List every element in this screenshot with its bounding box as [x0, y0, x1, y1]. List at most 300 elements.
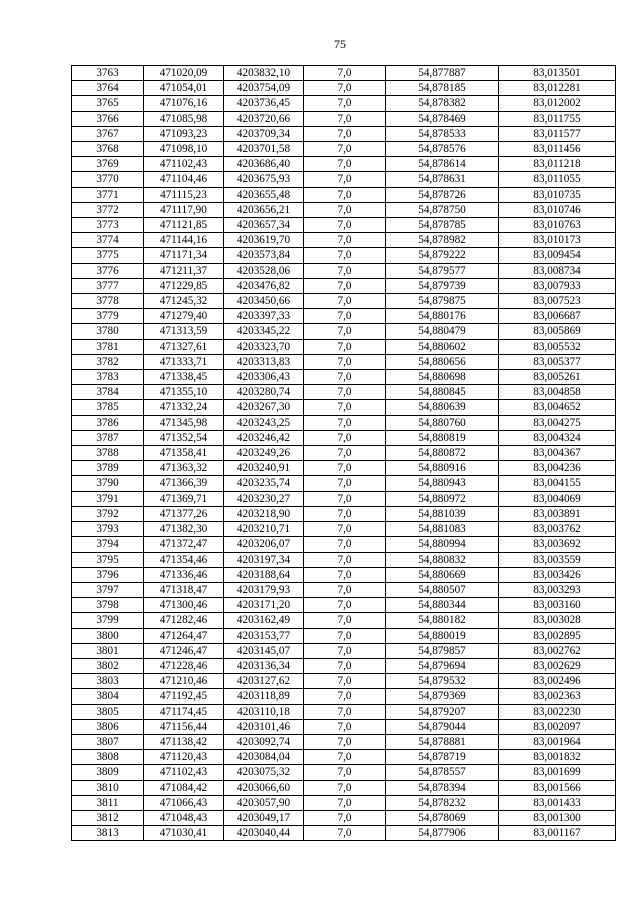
table-row [72, 674, 616, 689]
x-coordinate-cell: 471076,16 [144, 96, 224, 111]
longitude-cell: 83,001566 [499, 780, 616, 795]
y-coordinate-cell: 4203619,70 [224, 233, 304, 248]
x-coordinate-cell: 471352,54 [144, 430, 224, 445]
x-coordinate-cell: 471363,32 [144, 461, 224, 476]
x-coordinate-cell: 471104,46 [144, 172, 224, 187]
x-coordinate-cell: 471066,43 [144, 795, 224, 810]
x-coordinate-cell: 471211,37 [144, 263, 224, 278]
value-cell: 7,0 [304, 506, 386, 521]
point-number-cell: 3808 [72, 750, 144, 765]
x-coordinate-cell: 471174,45 [144, 704, 224, 719]
table-row [72, 506, 616, 521]
table-row [72, 734, 616, 749]
latitude-cell: 54,878982 [386, 233, 499, 248]
longitude-cell: 83,011055 [499, 172, 616, 187]
x-coordinate-cell: 471377,26 [144, 506, 224, 521]
latitude-cell: 54,880344 [386, 598, 499, 613]
x-coordinate-cell: 471102,43 [144, 765, 224, 780]
x-coordinate-cell: 471171,34 [144, 248, 224, 263]
table-row [72, 537, 616, 552]
value-cell: 7,0 [304, 750, 386, 765]
table-row [72, 324, 616, 339]
table-row [72, 202, 616, 217]
x-coordinate-cell: 471229,85 [144, 278, 224, 293]
value-cell: 7,0 [304, 385, 386, 400]
point-number-cell: 3768 [72, 142, 144, 157]
table-row [72, 658, 616, 673]
x-coordinate-cell: 471366,39 [144, 476, 224, 491]
latitude-cell: 54,879857 [386, 643, 499, 658]
point-number-cell: 3780 [72, 324, 144, 339]
latitude-cell: 54,880760 [386, 415, 499, 430]
y-coordinate-cell: 4203323,70 [224, 339, 304, 354]
x-coordinate-cell: 471355,10 [144, 385, 224, 400]
table-row [72, 96, 616, 111]
value-cell: 7,0 [304, 780, 386, 795]
longitude-cell: 83,001167 [499, 826, 616, 841]
longitude-cell: 83,001699 [499, 765, 616, 780]
longitude-cell: 83,002629 [499, 658, 616, 673]
latitude-cell: 54,879044 [386, 719, 499, 734]
y-coordinate-cell: 4203057,90 [224, 795, 304, 810]
longitude-cell: 83,001964 [499, 734, 616, 749]
table-row [72, 415, 616, 430]
latitude-cell: 54,880182 [386, 613, 499, 628]
point-number-cell: 3766 [72, 111, 144, 126]
longitude-cell: 83,007523 [499, 294, 616, 309]
latitude-cell: 54,879369 [386, 689, 499, 704]
value-cell: 7,0 [304, 765, 386, 780]
point-number-cell: 3777 [72, 278, 144, 293]
point-number-cell: 3801 [72, 643, 144, 658]
point-number-cell: 3767 [72, 126, 144, 141]
table-row [72, 430, 616, 445]
x-coordinate-cell: 471117,90 [144, 202, 224, 217]
table-row [72, 66, 616, 81]
longitude-cell: 83,001433 [499, 795, 616, 810]
table-row [72, 446, 616, 461]
y-coordinate-cell: 4203110,18 [224, 704, 304, 719]
longitude-cell: 83,006687 [499, 309, 616, 324]
x-coordinate-cell: 471333,71 [144, 354, 224, 369]
y-coordinate-cell: 4203075,32 [224, 765, 304, 780]
value-cell: 7,0 [304, 491, 386, 506]
latitude-cell: 54,878557 [386, 765, 499, 780]
value-cell: 7,0 [304, 415, 386, 430]
value-cell: 7,0 [304, 598, 386, 613]
latitude-cell: 54,878533 [386, 126, 499, 141]
table-row [72, 476, 616, 491]
table-row [72, 263, 616, 278]
y-coordinate-cell: 4203136,34 [224, 658, 304, 673]
y-coordinate-cell: 4203267,30 [224, 400, 304, 415]
longitude-cell: 83,004652 [499, 400, 616, 415]
y-coordinate-cell: 4203573,84 [224, 248, 304, 263]
latitude-cell: 54,880639 [386, 400, 499, 415]
value-cell: 7,0 [304, 810, 386, 825]
point-number-cell: 3775 [72, 248, 144, 263]
table-row [72, 385, 616, 400]
longitude-cell: 83,003891 [499, 506, 616, 521]
x-coordinate-cell: 471246,47 [144, 643, 224, 658]
x-coordinate-cell: 471332,24 [144, 400, 224, 415]
value-cell: 7,0 [304, 202, 386, 217]
value-cell: 7,0 [304, 567, 386, 582]
longitude-cell: 83,003762 [499, 522, 616, 537]
latitude-cell: 54,880845 [386, 385, 499, 400]
value-cell: 7,0 [304, 826, 386, 841]
point-number-cell: 3783 [72, 370, 144, 385]
point-number-cell: 3778 [72, 294, 144, 309]
x-coordinate-cell: 471327,61 [144, 339, 224, 354]
table-row [72, 552, 616, 567]
y-coordinate-cell: 4203528,06 [224, 263, 304, 278]
value-cell: 7,0 [304, 263, 386, 278]
point-number-cell: 3776 [72, 263, 144, 278]
point-number-cell: 3763 [72, 66, 144, 81]
value-cell: 7,0 [304, 704, 386, 719]
value-cell: 7,0 [304, 172, 386, 187]
y-coordinate-cell: 4203243,25 [224, 415, 304, 430]
latitude-cell: 54,880872 [386, 446, 499, 461]
longitude-cell: 83,013501 [499, 66, 616, 81]
latitude-cell: 54,878382 [386, 96, 499, 111]
longitude-cell: 83,010746 [499, 202, 616, 217]
table-row [72, 218, 616, 233]
point-number-cell: 3773 [72, 218, 144, 233]
y-coordinate-cell: 4203206,07 [224, 537, 304, 552]
point-number-cell: 3806 [72, 719, 144, 734]
point-number-cell: 3795 [72, 552, 144, 567]
value-cell: 7,0 [304, 294, 386, 309]
point-number-cell: 3774 [72, 233, 144, 248]
longitude-cell: 83,009454 [499, 248, 616, 263]
table-row [72, 810, 616, 825]
point-number-cell: 3796 [72, 567, 144, 582]
x-coordinate-cell: 471228,46 [144, 658, 224, 673]
point-number-cell: 3786 [72, 415, 144, 430]
table-row [72, 81, 616, 96]
value-cell: 7,0 [304, 400, 386, 415]
value-cell: 7,0 [304, 370, 386, 385]
value-cell: 7,0 [304, 278, 386, 293]
point-number-cell: 3779 [72, 309, 144, 324]
y-coordinate-cell: 4203153,77 [224, 628, 304, 643]
latitude-cell: 54,880994 [386, 537, 499, 552]
longitude-cell: 83,011755 [499, 111, 616, 126]
table-row [72, 750, 616, 765]
x-coordinate-cell: 471120,43 [144, 750, 224, 765]
point-number-cell: 3813 [72, 826, 144, 841]
value-cell: 7,0 [304, 643, 386, 658]
longitude-cell: 83,004069 [499, 491, 616, 506]
point-number-cell: 3784 [72, 385, 144, 400]
latitude-cell: 54,879532 [386, 674, 499, 689]
table-row [72, 400, 616, 415]
latitude-cell: 54,878785 [386, 218, 499, 233]
latitude-cell: 54,880916 [386, 461, 499, 476]
longitude-cell: 83,005261 [499, 370, 616, 385]
longitude-cell: 83,012281 [499, 81, 616, 96]
value-cell: 7,0 [304, 522, 386, 537]
x-coordinate-cell: 471369,71 [144, 491, 224, 506]
y-coordinate-cell: 4203188,64 [224, 567, 304, 582]
value-cell: 7,0 [304, 689, 386, 704]
y-coordinate-cell: 4203313,83 [224, 354, 304, 369]
value-cell: 7,0 [304, 552, 386, 567]
coordinates-table-body [72, 66, 616, 841]
longitude-cell: 83,004367 [499, 446, 616, 461]
table-row [72, 142, 616, 157]
point-number-cell: 3804 [72, 689, 144, 704]
point-number-cell: 3800 [72, 628, 144, 643]
point-number-cell: 3769 [72, 157, 144, 172]
longitude-cell: 83,002895 [499, 628, 616, 643]
table-row [72, 826, 616, 841]
longitude-cell: 83,010735 [499, 187, 616, 202]
value-cell: 7,0 [304, 582, 386, 597]
y-coordinate-cell: 4203210,71 [224, 522, 304, 537]
table-row [72, 278, 616, 293]
y-coordinate-cell: 4203709,34 [224, 126, 304, 141]
y-coordinate-cell: 4203686,40 [224, 157, 304, 172]
value-cell: 7,0 [304, 324, 386, 339]
x-coordinate-cell: 471336,46 [144, 567, 224, 582]
point-number-cell: 3770 [72, 172, 144, 187]
x-coordinate-cell: 471093,23 [144, 126, 224, 141]
longitude-cell: 83,003692 [499, 537, 616, 552]
latitude-cell: 54,880656 [386, 354, 499, 369]
latitude-cell: 54,878469 [386, 111, 499, 126]
y-coordinate-cell: 4203066,60 [224, 780, 304, 795]
x-coordinate-cell: 471358,41 [144, 446, 224, 461]
point-number-cell: 3794 [72, 537, 144, 552]
latitude-cell: 54,879739 [386, 278, 499, 293]
latitude-cell: 54,877906 [386, 826, 499, 841]
value-cell: 7,0 [304, 446, 386, 461]
x-coordinate-cell: 471192,45 [144, 689, 224, 704]
longitude-cell: 83,002097 [499, 719, 616, 734]
value-cell: 7,0 [304, 126, 386, 141]
latitude-cell: 54,878750 [386, 202, 499, 217]
x-coordinate-cell: 471282,46 [144, 613, 224, 628]
value-cell: 7,0 [304, 187, 386, 202]
x-coordinate-cell: 471318,47 [144, 582, 224, 597]
table-row [72, 719, 616, 734]
y-coordinate-cell: 4203754,09 [224, 81, 304, 96]
x-coordinate-cell: 471354,46 [144, 552, 224, 567]
latitude-cell: 54,880819 [386, 430, 499, 445]
x-coordinate-cell: 471345,98 [144, 415, 224, 430]
latitude-cell: 54,878881 [386, 734, 499, 749]
longitude-cell: 83,002363 [499, 689, 616, 704]
y-coordinate-cell: 4203040,44 [224, 826, 304, 841]
table-row [72, 795, 616, 810]
x-coordinate-cell: 471138,42 [144, 734, 224, 749]
value-cell: 7,0 [304, 430, 386, 445]
latitude-cell: 54,879875 [386, 294, 499, 309]
x-coordinate-cell: 471144,16 [144, 233, 224, 248]
longitude-cell: 83,004155 [499, 476, 616, 491]
point-number-cell: 3787 [72, 430, 144, 445]
point-number-cell: 3807 [72, 734, 144, 749]
latitude-cell: 54,880176 [386, 309, 499, 324]
table-row [72, 339, 616, 354]
latitude-cell: 54,880972 [386, 491, 499, 506]
x-coordinate-cell: 471279,40 [144, 309, 224, 324]
value-cell: 7,0 [304, 233, 386, 248]
y-coordinate-cell: 4203249,26 [224, 446, 304, 461]
value-cell: 7,0 [304, 795, 386, 810]
table-row [72, 111, 616, 126]
longitude-cell: 83,003160 [499, 598, 616, 613]
y-coordinate-cell: 4203230,27 [224, 491, 304, 506]
latitude-cell: 54,880832 [386, 552, 499, 567]
longitude-cell: 83,011218 [499, 157, 616, 172]
x-coordinate-cell: 471313,59 [144, 324, 224, 339]
y-coordinate-cell: 4203832,10 [224, 66, 304, 81]
y-coordinate-cell: 4203084,04 [224, 750, 304, 765]
latitude-cell: 54,879577 [386, 263, 499, 278]
point-number-cell: 3799 [72, 613, 144, 628]
latitude-cell: 54,880698 [386, 370, 499, 385]
longitude-cell: 83,001832 [499, 750, 616, 765]
y-coordinate-cell: 4203127,62 [224, 674, 304, 689]
point-number-cell: 3809 [72, 765, 144, 780]
value-cell: 7,0 [304, 157, 386, 172]
point-number-cell: 3765 [72, 96, 144, 111]
table-row [72, 126, 616, 141]
x-coordinate-cell: 471102,43 [144, 157, 224, 172]
longitude-cell: 83,003426 [499, 567, 616, 582]
x-coordinate-cell: 471264,47 [144, 628, 224, 643]
point-number-cell: 3789 [72, 461, 144, 476]
x-coordinate-cell: 471245,32 [144, 294, 224, 309]
y-coordinate-cell: 4203450,66 [224, 294, 304, 309]
longitude-cell: 83,010173 [499, 233, 616, 248]
longitude-cell: 83,003293 [499, 582, 616, 597]
latitude-cell: 54,879222 [386, 248, 499, 263]
longitude-cell: 83,001300 [499, 810, 616, 825]
longitude-cell: 83,007933 [499, 278, 616, 293]
longitude-cell: 83,002230 [499, 704, 616, 719]
value-cell: 7,0 [304, 674, 386, 689]
y-coordinate-cell: 4203162,49 [224, 613, 304, 628]
y-coordinate-cell: 4203675,93 [224, 172, 304, 187]
latitude-cell: 54,878631 [386, 172, 499, 187]
y-coordinate-cell: 4203049,17 [224, 810, 304, 825]
y-coordinate-cell: 4203118,89 [224, 689, 304, 704]
point-number-cell: 3792 [72, 506, 144, 521]
value-cell: 7,0 [304, 476, 386, 491]
value-cell: 7,0 [304, 248, 386, 263]
latitude-cell: 54,878394 [386, 780, 499, 795]
y-coordinate-cell: 4203701,58 [224, 142, 304, 157]
value-cell: 7,0 [304, 613, 386, 628]
value-cell: 7,0 [304, 81, 386, 96]
table-row [72, 370, 616, 385]
longitude-cell: 83,004324 [499, 430, 616, 445]
x-coordinate-cell: 471098,10 [144, 142, 224, 157]
table-row [72, 491, 616, 506]
point-number-cell: 3790 [72, 476, 144, 491]
table-row [72, 294, 616, 309]
point-number-cell: 3793 [72, 522, 144, 537]
point-number-cell: 3781 [72, 339, 144, 354]
x-coordinate-cell: 471054,01 [144, 81, 224, 96]
x-coordinate-cell: 471084,42 [144, 780, 224, 795]
y-coordinate-cell: 4203240,91 [224, 461, 304, 476]
point-number-cell: 3805 [72, 704, 144, 719]
longitude-cell: 83,004236 [499, 461, 616, 476]
y-coordinate-cell: 4203092,74 [224, 734, 304, 749]
table-row [72, 248, 616, 263]
latitude-cell: 54,881083 [386, 522, 499, 537]
y-coordinate-cell: 4203218,90 [224, 506, 304, 521]
point-number-cell: 3811 [72, 795, 144, 810]
latitude-cell: 54,880602 [386, 339, 499, 354]
y-coordinate-cell: 4203171,20 [224, 598, 304, 613]
longitude-cell: 83,008734 [499, 263, 616, 278]
longitude-cell: 83,011456 [499, 142, 616, 157]
y-coordinate-cell: 4203657,34 [224, 218, 304, 233]
value-cell: 7,0 [304, 96, 386, 111]
page-number: 75 [334, 37, 346, 51]
y-coordinate-cell: 4203736,45 [224, 96, 304, 111]
longitude-cell: 83,011577 [499, 126, 616, 141]
table-row [72, 598, 616, 613]
y-coordinate-cell: 4203345,22 [224, 324, 304, 339]
table-row [72, 461, 616, 476]
latitude-cell: 54,878069 [386, 810, 499, 825]
table-row [72, 309, 616, 324]
x-coordinate-cell: 471085,98 [144, 111, 224, 126]
point-number-cell: 3788 [72, 446, 144, 461]
latitude-cell: 54,878614 [386, 157, 499, 172]
y-coordinate-cell: 4203306,43 [224, 370, 304, 385]
x-coordinate-cell: 471030,41 [144, 826, 224, 841]
table-row [72, 704, 616, 719]
latitude-cell: 54,877887 [386, 66, 499, 81]
point-number-cell: 3812 [72, 810, 144, 825]
x-coordinate-cell: 471020,09 [144, 66, 224, 81]
value-cell: 7,0 [304, 719, 386, 734]
longitude-cell: 83,002762 [499, 643, 616, 658]
latitude-cell: 54,881039 [386, 506, 499, 521]
table-row [72, 354, 616, 369]
table-row [72, 582, 616, 597]
y-coordinate-cell: 4203655,48 [224, 187, 304, 202]
value-cell: 7,0 [304, 309, 386, 324]
longitude-cell: 83,003559 [499, 552, 616, 567]
y-coordinate-cell: 4203246,42 [224, 430, 304, 445]
longitude-cell: 83,012002 [499, 96, 616, 111]
x-coordinate-cell: 471382,30 [144, 522, 224, 537]
point-number-cell: 3772 [72, 202, 144, 217]
value-cell: 7,0 [304, 111, 386, 126]
x-coordinate-cell: 471115,23 [144, 187, 224, 202]
y-coordinate-cell: 4203197,34 [224, 552, 304, 567]
longitude-cell: 83,002496 [499, 674, 616, 689]
coordinates-table [71, 65, 616, 841]
value-cell: 7,0 [304, 339, 386, 354]
latitude-cell: 54,878726 [386, 187, 499, 202]
table-row [72, 567, 616, 582]
latitude-cell: 54,880669 [386, 567, 499, 582]
point-number-cell: 3798 [72, 598, 144, 613]
point-number-cell: 3802 [72, 658, 144, 673]
point-number-cell: 3803 [72, 674, 144, 689]
